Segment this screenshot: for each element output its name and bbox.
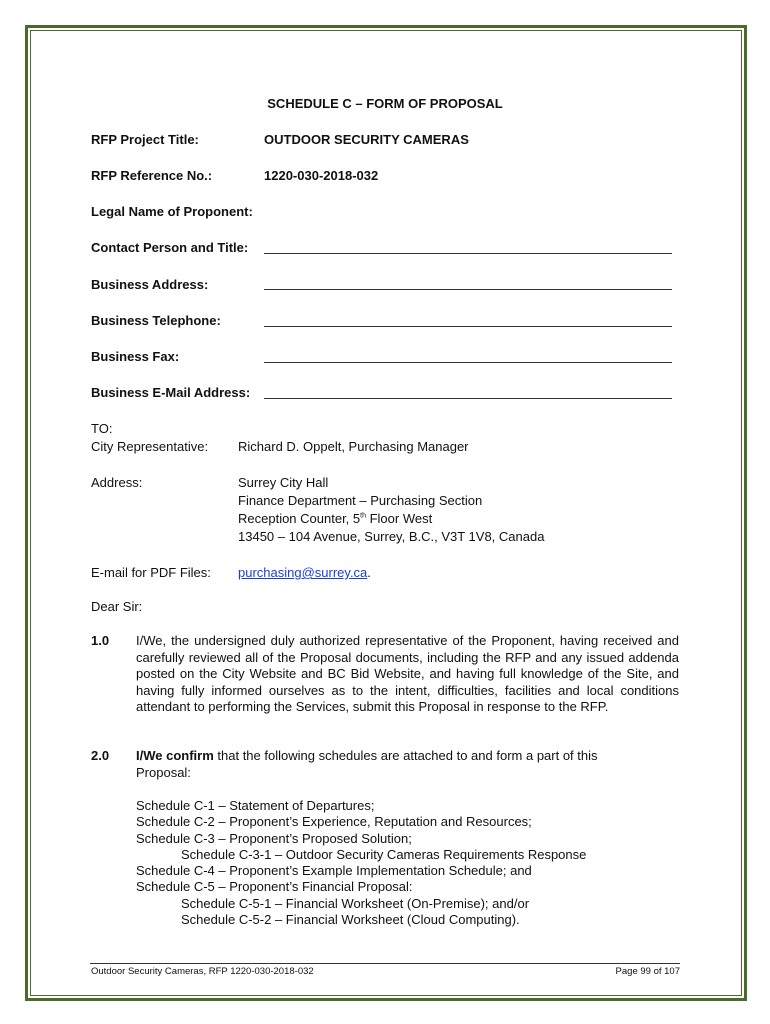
project-title-label: RFP Project Title:	[91, 132, 199, 147]
footer-divider	[90, 963, 680, 964]
section-1-number: 1.0	[91, 633, 110, 648]
schedule-c5-2: Schedule C-5-2 – Financial Worksheet (Cloud Computing).	[181, 912, 520, 927]
fax-label: Business Fax:	[91, 349, 180, 364]
fax-field[interactable]	[264, 362, 672, 363]
email-field[interactable]	[264, 398, 672, 399]
contact-label: Contact Person and Title:	[91, 240, 249, 255]
schedule-c3: Schedule C-3 – Proponent’s Proposed Solution;	[136, 831, 412, 846]
city-address-line4: 13450 – 104 Avenue, Surrey, B.C., V3T 1V8, Canada	[238, 529, 545, 544]
city-address-line1: Surrey City Hall	[238, 475, 329, 490]
city-address-line2: Finance Department – Purchasing Section	[238, 493, 483, 508]
city-rep-label: City Representative:	[91, 439, 209, 454]
reference-value: 1220-030-2018-032	[264, 168, 379, 183]
to-label: TO:	[91, 421, 113, 436]
telephone-field[interactable]	[264, 326, 672, 327]
section-2-line1: I/We confirm that the following schedules are attached to and form a part of this	[136, 748, 598, 763]
email-label: Business E-Mail Address:	[91, 385, 251, 400]
legal-name-label: Legal Name of Proponent:	[91, 204, 253, 219]
schedule-c2: Schedule C-2 – Proponent’s Experience, Reputation and Resources;	[136, 814, 532, 829]
section-2-number: 2.0	[91, 748, 110, 763]
footer-page-number: Page 99 of 107	[615, 966, 680, 977]
section-1-text: I/We, the undersigned duly authorized representative of the Proponent, having received and carefully reviewed all of the Proposal documents, including the RFP and any issued addenda posted on the City Website and BC Bid Website, and having full knowledge of the Site, and having fully informed ourselves as to the intent, difficulties, facilities and local conditions attendant to performing the Services, submit this Proposal in response to the RFP.	[136, 633, 679, 715]
pdf-email-label: E-mail for PDF Files:	[91, 565, 211, 580]
schedule-c5-1: Schedule C-5-1 – Financial Worksheet (On-Premise); and/or	[181, 896, 530, 911]
section-2-line2: Proposal:	[136, 765, 191, 780]
email-link[interactable]: purchasing@surrey.ca	[238, 565, 368, 580]
reference-label: RFP Reference No.:	[91, 168, 213, 183]
footer-left: Outdoor Security Cameras, RFP 1220-030-2018-032	[91, 966, 314, 977]
telephone-label: Business Telephone:	[91, 313, 221, 328]
page-title: SCHEDULE C – FORM OF PROPOSAL	[267, 96, 503, 111]
address-label: Business Address:	[91, 277, 209, 292]
salutation: Dear Sir:	[91, 599, 143, 614]
schedule-c4: Schedule C-4 – Proponent’s Example Implementation Schedule; and	[136, 863, 532, 878]
pdf-email: purchasing@surrey.ca.	[238, 565, 371, 580]
city-address-line3: Reception Counter, 5th Floor West	[238, 511, 433, 526]
contact-field[interactable]	[264, 253, 672, 254]
city-address-label: Address:	[91, 475, 143, 490]
schedule-c1: Schedule C-1 – Statement of Departures;	[136, 798, 375, 813]
project-title-value: OUTDOOR SECURITY CAMERAS	[264, 132, 469, 147]
address-field[interactable]	[264, 289, 672, 290]
schedule-c3-1: Schedule C-3-1 – Outdoor Security Cameras Requirements Response	[181, 847, 587, 862]
city-rep-value: Richard D. Oppelt, Purchasing Manager	[238, 439, 469, 454]
schedule-c5: Schedule C-5 – Proponent’s Financial Proposal:	[136, 879, 413, 894]
